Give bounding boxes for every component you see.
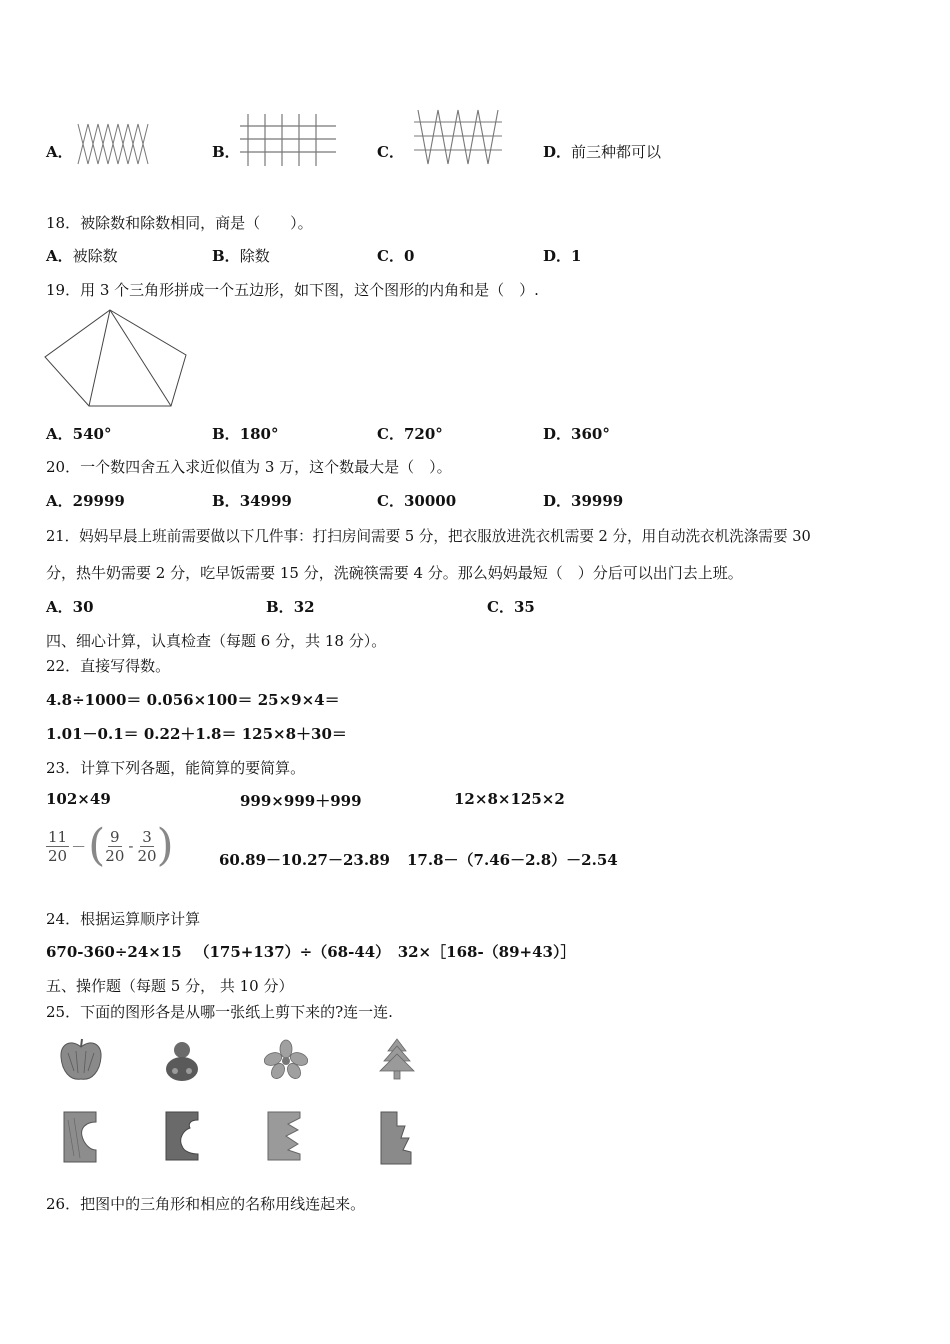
option-text: 前三种都可以 — [571, 143, 662, 161]
option-text: 被除数 — [72, 247, 118, 265]
fraction-9-20 — [105, 828, 124, 865]
section-4-heading: 四、细心计算，认真检查（每题 6 分，共 18 分）。 — [46, 632, 387, 650]
option-letter: D． — [543, 425, 572, 443]
minus-sign: － — [71, 837, 87, 856]
option-text: 0 — [403, 247, 415, 265]
option-text: 29999 — [72, 492, 125, 510]
q21-option-c[interactable] — [487, 596, 535, 617]
option-text: 39999 — [571, 492, 624, 510]
tree-shape-icon[interactable] — [378, 1037, 416, 1081]
q21-stem-line2: 分，热牛奶需要 2 分，吃早饭需要 15 分，洗碗筷需要 4 分。那么妈妈最短（ ）分后可以出门去上班。 — [46, 564, 743, 582]
left-paren: ( — [88, 820, 106, 871]
folded-paper-apple-icon[interactable] — [60, 1110, 100, 1164]
option-letter: C． — [377, 425, 404, 443]
numerator: 11 — [48, 827, 68, 846]
q20-option-b[interactable] — [212, 490, 292, 511]
option-letter: A． — [46, 143, 73, 161]
option-text: 360° — [571, 425, 610, 443]
q18-option-b[interactable] — [212, 245, 270, 266]
q17-option-c[interactable] — [377, 141, 404, 162]
q17-option-b[interactable] — [212, 141, 240, 162]
q23-stem: 23．计算下列各题，能简算的要简算。 — [46, 759, 306, 777]
q22-stem: 22．直接写得数。 — [46, 657, 171, 675]
option-letter: A． — [46, 492, 73, 510]
option-letter: B． — [212, 492, 240, 510]
q20-stem: 20．一个数四舍五入求近似值为 3 万，这个数最大是（ ）。 — [46, 458, 452, 476]
option-letter: B． — [212, 425, 240, 443]
flower-shape-icon[interactable] — [264, 1039, 308, 1079]
q19-option-a[interactable] — [46, 423, 111, 444]
q18-option-d[interactable] — [543, 245, 581, 266]
option-letter: C． — [377, 247, 404, 265]
option-text: 30 — [72, 598, 94, 616]
q17-figure-c-mixed-lines — [414, 108, 502, 166]
option-letter: A． — [46, 598, 73, 616]
option-letter: A． — [46, 247, 73, 265]
q19-option-c[interactable] — [377, 423, 443, 444]
q24-stem: 24．根据运算顺序计算 — [46, 910, 201, 928]
q17-option-a[interactable] — [46, 141, 73, 162]
q26-stem: 26．把图中的三角形和相应的名称用线连起来。 — [46, 1195, 366, 1213]
option-text: 720° — [403, 425, 443, 443]
q20-option-d[interactable] — [543, 490, 623, 511]
q22-row1: 4.8÷1000＝ 0.056×100＝ 25×9×4＝ — [46, 691, 340, 709]
q17-figure-b-grid-lines — [240, 112, 338, 168]
numerator: 3 — [142, 827, 152, 846]
option-letter: B． — [212, 247, 240, 265]
q19-pentagon-figure — [42, 307, 192, 409]
option-letter: B． — [266, 598, 294, 616]
option-letter: D． — [543, 143, 572, 161]
denominator: 20 — [48, 846, 68, 865]
gourd-shape-icon[interactable] — [163, 1039, 201, 1083]
q23-fraction-expression — [46, 820, 174, 871]
option-text: 540° — [72, 425, 112, 443]
q18-option-a[interactable] — [46, 245, 118, 266]
folded-paper-gourd-icon[interactable] — [164, 1110, 200, 1162]
right-paren: ) — [156, 820, 174, 871]
q19-stem: 19．用 3 个三角形拼成一个五边形，如下图，这个图形的内角和是（ ）. — [46, 281, 539, 299]
option-text: 1 — [571, 247, 582, 265]
option-text: 除数 — [239, 247, 270, 265]
q22-row2: 1.01－0.1＝ 0.22＋1.8＝ 125×8＋30＝ — [46, 725, 347, 743]
q20-option-a[interactable] — [46, 490, 125, 511]
q17-option-d[interactable] — [543, 141, 661, 162]
option-letter: C． — [377, 492, 404, 510]
q21-stem-line1: 21．妈妈早晨上班前需要做以下几件事：打扫房间需要 5 分，把衣服放进洗衣机需要 2 分，用自动洗衣机洗涤需要 30 — [46, 528, 811, 545]
fraction-3-20 — [137, 828, 156, 865]
option-text: 180° — [239, 425, 279, 443]
q21-option-a[interactable] — [46, 596, 94, 617]
q25-stem: 25．下面的图形各是从哪一张纸上剪下来的?连一连. — [46, 1003, 393, 1021]
q23-expr-5: 60.89－10.27－23.89 — [219, 851, 390, 869]
fraction-11-20 — [46, 828, 69, 865]
q19-option-d[interactable] — [543, 423, 610, 444]
denominator: 20 — [105, 846, 125, 865]
folded-paper-flower-icon[interactable] — [266, 1110, 302, 1162]
q18-option-c[interactable] — [377, 245, 414, 266]
option-text: 30000 — [403, 492, 457, 510]
option-text: 32 — [293, 598, 315, 616]
option-letter: A． — [46, 425, 73, 443]
numerator: 9 — [110, 827, 120, 846]
denominator: 20 — [137, 846, 157, 865]
section-5-heading: 五、操作题（每题 5 分， 共 10 分） — [46, 977, 294, 995]
apple-shape-icon[interactable] — [58, 1037, 104, 1083]
option-text: 34999 — [239, 492, 292, 510]
option-letter: C． — [487, 598, 514, 616]
q18-stem: 18．被除数和除数相同，商是（ ）。 — [46, 214, 313, 232]
folded-paper-tree-icon[interactable] — [379, 1110, 413, 1166]
q17-figure-a-crossed-lines — [76, 120, 150, 168]
inner-minus-sign: - — [128, 837, 134, 855]
q19-option-b[interactable] — [212, 423, 279, 444]
option-letter: D． — [543, 247, 572, 265]
q23-expr-3: 12×8×125×2 — [454, 790, 565, 808]
option-letter: B． — [212, 143, 240, 161]
q23-expr-6: 17.8－（7.46－2.8）－2.54 — [407, 851, 618, 869]
q24-expressions: 670-360÷24×15 （175+137）÷（68-44） 32×［168-（89+43）］ — [46, 943, 576, 961]
q20-option-c[interactable] — [377, 490, 456, 511]
q21-option-b[interactable] — [266, 596, 315, 617]
option-letter: D． — [543, 492, 572, 510]
q23-expr-2: 999×999＋999 — [240, 792, 362, 810]
option-text: 35 — [513, 598, 535, 616]
q23-expr-1: 102×49 — [46, 790, 111, 808]
option-letter: C． — [377, 143, 404, 161]
